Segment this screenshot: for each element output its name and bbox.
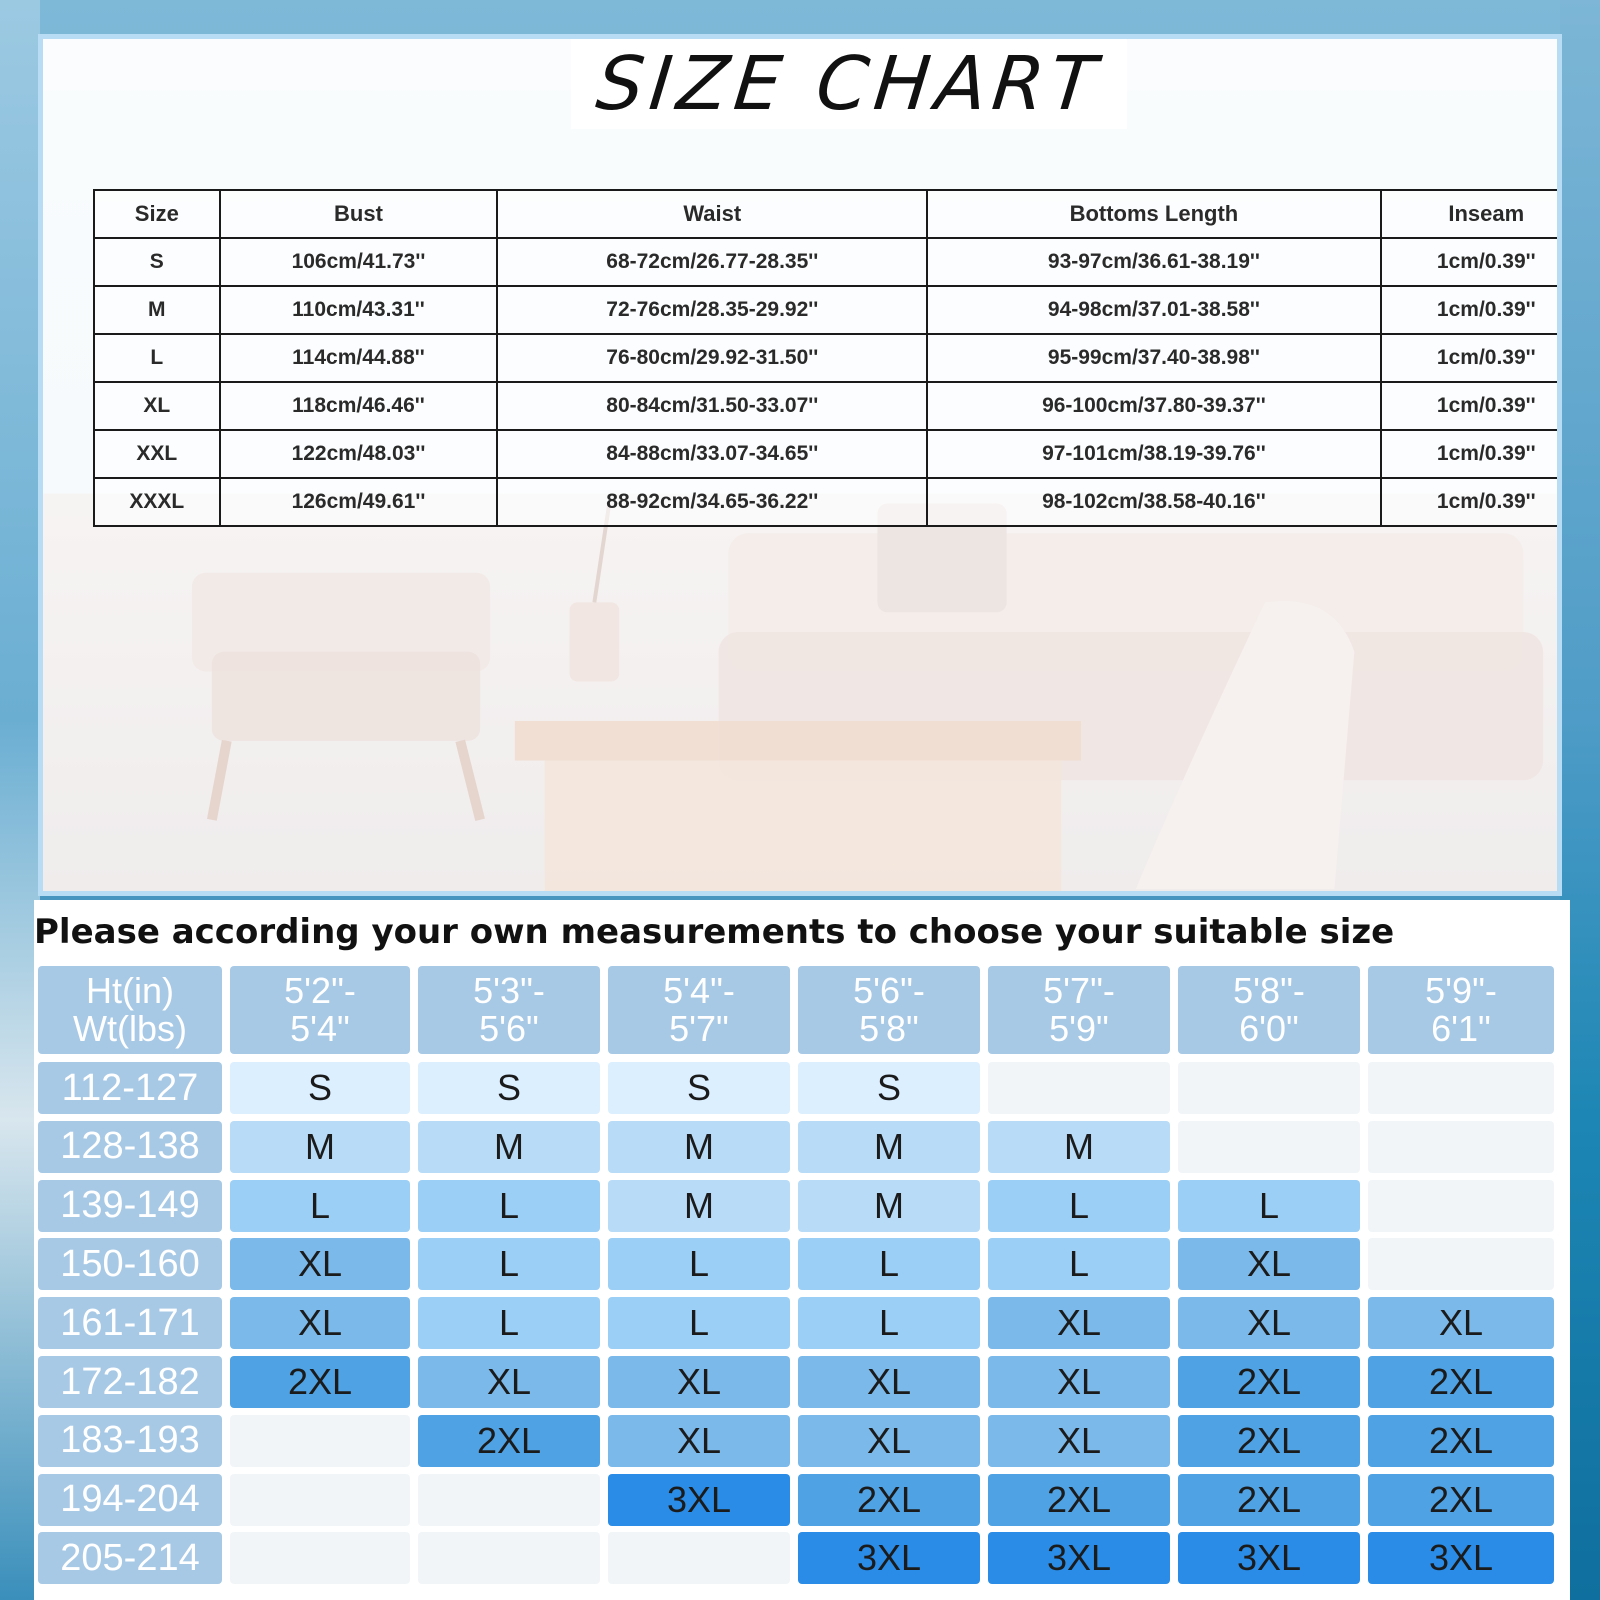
size-recommendation-cell: 3XL [798,1532,980,1584]
size-recommendation-cell: 2XL [1178,1415,1360,1467]
size-recommendation-cell: M [230,1121,410,1173]
size-recommendation-cell: M [418,1121,600,1173]
empty-cell [230,1532,410,1584]
table-cell: 1cm/0.39'' [1381,238,1562,286]
title-banner [571,39,1127,129]
corner-header-label: Wt(lbs) [73,1008,187,1049]
size-recommendation-cell: XL [608,1415,790,1467]
table-cell: 1cm/0.39'' [1381,334,1562,382]
table-cell: 93-97cm/36.61-38.19'' [927,238,1380,286]
empty-cell [988,1062,1170,1114]
table-cell: 72-76cm/28.35-29.92'' [497,286,927,334]
height-range-label: 5'6" [479,1008,539,1049]
size-recommendation-cell: 2XL [1368,1356,1554,1408]
height-range-label: 5'8" [859,1008,919,1049]
size-recommendation-cell: M [798,1180,980,1232]
table-row [94,430,1562,478]
size-recommendation-cell: S [230,1062,410,1114]
empty-cell [1178,1062,1360,1114]
table-cell: 96-100cm/37.80-39.37'' [927,382,1380,430]
chart-title: SIZE CHART [592,41,1106,127]
size-guide-title: Please according your own measurements to choose your suitable size [34,912,1395,952]
size-recommendation-cell: L [798,1297,980,1349]
size-recommendation-cell: L [988,1180,1170,1232]
size-recommendation-cell: M [988,1121,1170,1173]
size-recommendation-cell: 2XL [988,1474,1170,1526]
size-recommendation-cell: 3XL [608,1474,790,1526]
empty-cell [418,1532,600,1584]
size-recommendation-cell: 2XL [798,1474,980,1526]
size-recommendation-cell: S [608,1062,790,1114]
size-recommendation-cell: 2XL [1178,1474,1360,1526]
size-recommendation-cell: L [608,1297,790,1349]
size-recommendation-cell: 2XL [1178,1356,1360,1408]
size-recommendation-cell: L [418,1297,600,1349]
weight-header-cell: 205-214 [38,1532,222,1584]
size-recommendation-cell: L [988,1238,1170,1290]
empty-cell [608,1532,790,1584]
size-recommendation-cell: XL [988,1297,1170,1349]
table-row [94,286,1562,334]
corner-header-cell [38,966,222,1054]
table-cell: 114cm/44.88'' [220,334,498,382]
weight-header-cell: 139-149 [38,1180,222,1232]
height-range-label: 5'7"- [1043,970,1115,1011]
empty-cell [1368,1238,1554,1290]
height-header-cell [798,966,980,1054]
weight-header-cell: 183-193 [38,1415,222,1467]
height-range-label: 6'0" [1239,1008,1299,1049]
size-recommendation-cell: XL [1368,1297,1554,1349]
table-cell: 118cm/46.46'' [220,382,498,430]
size-recommendation-cell: 2XL [1368,1474,1554,1526]
size-recommendation-cell: XL [798,1356,980,1408]
table-header-row [94,190,1562,238]
size-recommendation-cell: L [1178,1180,1360,1232]
table-cell: 68-72cm/26.77-28.35'' [497,238,927,286]
table-cell: L [94,334,220,382]
table-header-cell: Waist [497,190,927,238]
table-cell: S [94,238,220,286]
size-recommendation-cell: 2XL [230,1356,410,1408]
size-recommendation-cell: L [608,1238,790,1290]
size-recommendation-cell: XL [988,1356,1170,1408]
table-cell: 106cm/41.73'' [220,238,498,286]
table-cell: 122cm/48.03'' [220,430,498,478]
size-recommendation-cell: L [798,1238,980,1290]
height-header-cell [608,966,790,1054]
table-cell: 80-84cm/31.50-33.07'' [497,382,927,430]
empty-cell [230,1415,410,1467]
table-cell: 84-88cm/33.07-34.65'' [497,430,927,478]
table-cell: 110cm/43.31'' [220,286,498,334]
table-cell: 1cm/0.39'' [1381,286,1562,334]
table-cell: 97-101cm/38.19-39.76'' [927,430,1380,478]
size-recommendation-cell: L [230,1180,410,1232]
height-range-label: 5'9"- [1425,970,1497,1011]
table-cell: 1cm/0.39'' [1381,478,1562,526]
size-recommendation-cell: L [418,1180,600,1232]
table-cell: 76-80cm/29.92-31.50'' [497,334,927,382]
table-cell: 98-102cm/38.58-40.16'' [927,478,1380,526]
size-recommendation-cell: XL [1178,1297,1360,1349]
corner-header-label: Ht(in) [86,970,174,1011]
table-header-cell: Size [94,190,220,238]
height-range-label: 6'1" [1431,1008,1491,1049]
weight-header-cell: 172-182 [38,1356,222,1408]
height-header-cell [230,966,410,1054]
size-recommendation-cell: 3XL [1368,1532,1554,1584]
size-recommendation-cell: 3XL [1178,1532,1360,1584]
table-cell: 126cm/49.61'' [220,478,498,526]
height-range-label: 5'4"- [663,970,735,1011]
table-header-cell: Inseam [1381,190,1562,238]
table-cell: M [94,286,220,334]
empty-cell [1368,1121,1554,1173]
size-recommendation-cell: S [798,1062,980,1114]
size-chart-panel [38,34,1562,896]
size-recommendation-cell: S [418,1062,600,1114]
table-cell: 1cm/0.39'' [1381,430,1562,478]
size-recommendation-cell: 2XL [418,1415,600,1467]
table-cell: XXL [94,430,220,478]
size-recommendation-cell: 3XL [988,1532,1170,1584]
size-measurement-table [93,189,1562,527]
size-recommendation-cell: L [418,1238,600,1290]
table-cell: XXXL [94,478,220,526]
height-header-cell [418,966,600,1054]
size-recommendation-cell: XL [988,1415,1170,1467]
empty-cell [230,1474,410,1526]
height-header-cell [988,966,1170,1054]
table-row [94,382,1562,430]
size-recommendation-cell: XL [230,1297,410,1349]
height-range-label: 5'4" [290,1008,350,1049]
weight-header-cell: 128-138 [38,1121,222,1173]
size-recommendation-cell: XL [1178,1238,1360,1290]
empty-cell [418,1474,600,1526]
size-recommendation-cell: M [608,1121,790,1173]
height-range-label: 5'8"- [1233,970,1305,1011]
size-recommendation-cell: M [608,1180,790,1232]
height-range-label: 5'2"- [284,970,356,1011]
height-range-label: 5'7" [669,1008,729,1049]
weight-header-cell: 150-160 [38,1238,222,1290]
table-header-cell: Bust [220,190,498,238]
size-recommendation-cell: XL [608,1356,790,1408]
table-row [94,238,1562,286]
weight-header-cell: 194-204 [38,1474,222,1526]
table-cell: 95-99cm/37.40-38.98'' [927,334,1380,382]
table-cell: 94-98cm/37.01-38.58'' [927,286,1380,334]
weight-header-cell: 112-127 [38,1062,222,1114]
empty-cell [1178,1121,1360,1173]
weight-header-cell: 161-171 [38,1297,222,1349]
table-cell: 1cm/0.39'' [1381,382,1562,430]
empty-cell [1368,1180,1554,1232]
table-row [94,478,1562,526]
size-recommendation-cell: XL [798,1415,980,1467]
height-range-label: 5'3"- [473,970,545,1011]
table-header-cell: Bottoms Length [927,190,1380,238]
size-recommendation-cell: 2XL [1368,1415,1554,1467]
empty-cell [1368,1062,1554,1114]
height-range-label: 5'9" [1049,1008,1109,1049]
size-recommendation-cell: M [798,1121,980,1173]
height-range-label: 5'6"- [853,970,925,1011]
height-header-cell [1368,966,1554,1054]
table-cell: XL [94,382,220,430]
size-recommendation-cell: XL [230,1238,410,1290]
table-cell: 88-92cm/34.65-36.22'' [497,478,927,526]
height-header-cell [1178,966,1360,1054]
table-row [94,334,1562,382]
size-recommendation-cell: XL [418,1356,600,1408]
